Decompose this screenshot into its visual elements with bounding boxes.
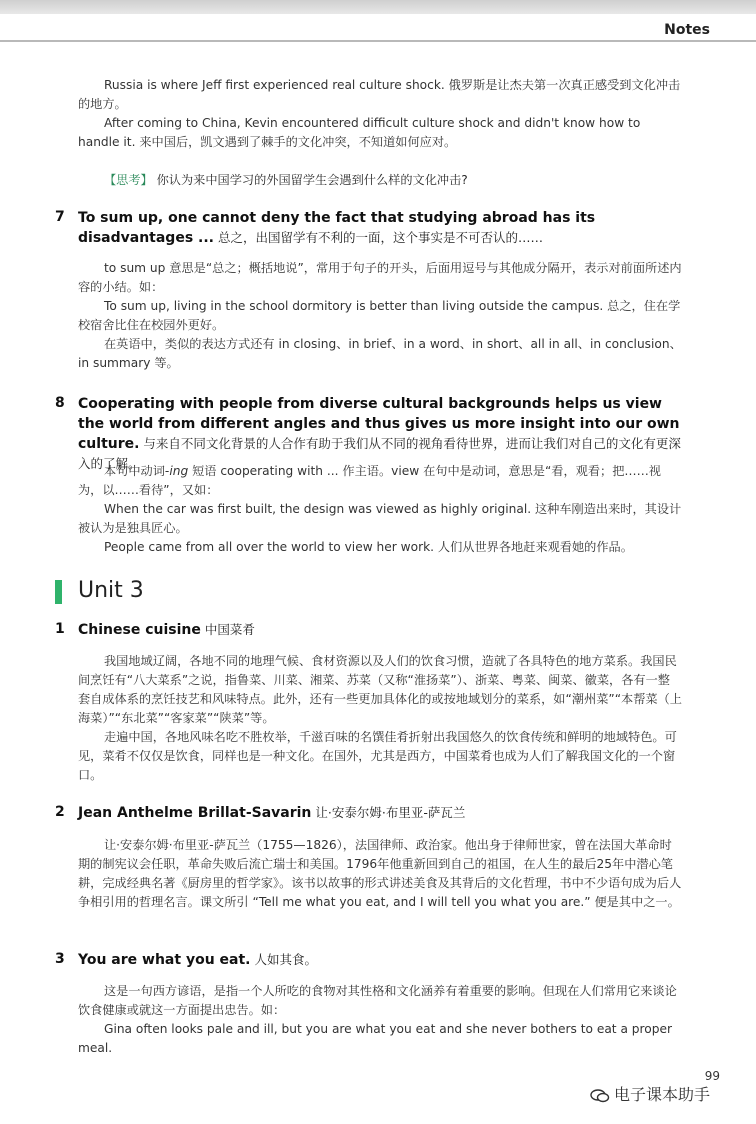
note-example: Gina often looks pale and ill, but you are what you eat and she never bothers to eat a proper meal. — [78, 1022, 672, 1055]
page-number: 99 — [704, 1069, 720, 1083]
note-number: 8 — [55, 395, 65, 411]
text-run: 本句中动词- — [104, 464, 170, 478]
think-prompt — [104, 171, 468, 188]
note-paragraph: to sum up 意思是“总之；概括地说”，常用于句子的开头，后面用逗号与其他成分隔开，表示对前面所述内容的小结。如： — [78, 261, 682, 294]
note-headline — [78, 620, 684, 640]
note-paragraph: 我国地域辽阔，各地不同的地理气候、食材资源以及人们的饮食习惯，造就了各具特色的地方菜系。我国民间烹饪有“八大菜系”之说，指鲁菜、川菜、湘菜、苏菜（又称“淮扬菜”）、浙菜、粤菜、闽菜、徽菜，各有一整套自成体系的烹饪技艺和风味特点。此外，还有一些更加具体化的或按地域划分的菜系，如“潮州菜”“本帮菜（上海菜）”“东北菜”“客家菜”“陕菜”等。 — [78, 654, 682, 725]
unit-title: Unit 3 — [78, 578, 144, 603]
note-example: When the car was first built, the design was viewed as highly original. 这种车刚造出来时，其设计被认为是独具匠心。 — [78, 502, 682, 535]
text-run: 短语 cooperating with ... 作主语。view 在句中是动词，意思是“看，观看；把……视为，以……看待”，又如： — [78, 464, 661, 497]
note-paragraph: 让·安泰尔姆·布里亚-萨瓦兰（1755—1826），法国律师、政治家。他出身于律师世家，曾在法国大革命时期的制宪议会任职，革命失败后流亡瑞士和美国。1796年他重新回到自己的祖国，在人生的最后25年中潜心笔耕，完成经典名著《厨房里的哲学家》。该书以故事的形式讲述美食及其背后的文化哲理，书中不少语句成为后人争相引用的哲理名言。课文所引 “Tell me what you eat, and I will tell you what you are.” 便是其中之一。 — [78, 838, 682, 909]
note-headline — [78, 803, 684, 823]
note-paragraph: 这是一句西方谚语，是指一个人所吃的食物对其性格和文化涵养有着重要的影响。但现在人们常用它来谈论饮食健康或就这一方面提出忠告。如： — [78, 984, 677, 1017]
header-rule — [0, 40, 756, 42]
note-headline-en: Cooperating with people from diverse cultural backgrounds helps us view the world from different angles and thus gives us more insight into our own culture. — [78, 396, 680, 452]
wechat-icon — [590, 1089, 610, 1103]
example-sentence: After coming to China, Kevin encountered difficult culture shock and didn't know how to handle it. 来中国后，凯文遇到了棘手的文化冲突，不知道如何应对。 — [78, 116, 641, 149]
note-headline-en: You are what you eat. — [78, 952, 251, 968]
think-tag: 【思考】 — [104, 173, 153, 187]
note-headline-en: Chinese cuisine — [78, 622, 201, 638]
top-edge-band — [0, 0, 756, 14]
note-headline-cn: 与来自不同文化背景的人合作有助于我们从不同的视角看待世界，进而让我们对自己的文化有更深入的了解。 — [78, 436, 681, 471]
note-headline-cn: 让·安泰尔姆·布里亚-萨瓦兰 — [311, 805, 466, 820]
unit-accent-bar — [55, 580, 62, 604]
note-number: 2 — [55, 804, 65, 820]
note-example: To sum up, living in the school dormitory is better than living outside the campus. 总之，住在学校宿舍比住在校园外更好。 — [78, 299, 681, 332]
note-paragraph: 在英语中，类似的表达方式还有 in closing、in brief、in a word、in short、all in all、in conclusion、in summary 等。 — [78, 337, 682, 370]
note-headline-cn: 人如其食。 — [250, 952, 317, 967]
note-headline-cn: 总之，出国留学有不利的一面，这个事实是不可否认的…… — [213, 230, 543, 245]
note-paragraph — [78, 462, 682, 500]
note-number: 1 — [55, 621, 65, 637]
watermark-text: 电子课本助手 — [614, 1085, 711, 1104]
note-paragraph: 走遍中国，各地风味名吃不胜枚举，千滋百味的名馔佳肴折射出我国悠久的饮食传统和鲜明的地域特色。可见，菜肴不仅仅是饮食，同样也是一种文化。在国外，尤其是西方，中国菜肴也成为人们了解我国文化的一个窗口。 — [78, 730, 677, 782]
note-headline-en: Jean Anthelme Brillat-Savarin — [78, 805, 312, 821]
think-text: 你认为来中国学习的外国留学生会遇到什么样的文化冲击? — [156, 173, 468, 187]
section-header: Notes — [664, 22, 710, 38]
note-headline-cn: 中国菜肴 — [200, 622, 255, 637]
example-sentence: Russia is where Jeff first experienced real culture shock. 俄罗斯是让杰夫第一次真正感受到文化冲击的地方。 — [78, 78, 681, 111]
note-example: People came from all over the world to view her work. 人们从世界各地赶来观看她的作品。 — [104, 540, 633, 554]
note-number: 3 — [55, 951, 65, 967]
note-headline — [78, 208, 684, 248]
note-headline — [78, 950, 684, 970]
text-run-italic: ing — [169, 464, 189, 478]
note-headline-en: To sum up, one cannot deny the fact that studying abroad has its disadvantages ... — [78, 210, 596, 246]
note-number: 7 — [55, 209, 65, 225]
watermark — [590, 1082, 710, 1105]
